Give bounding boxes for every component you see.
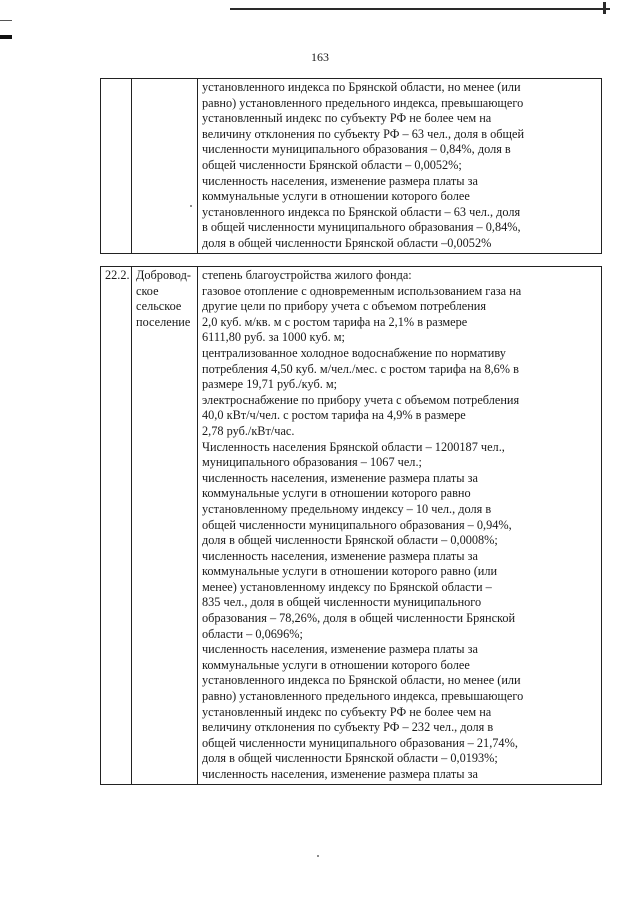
table-row-22-2 (100, 266, 602, 785)
text-line: численность населения, изменение размера платы за (202, 548, 478, 563)
text-line: другие цели по прибору учета с объемом потребления (202, 299, 487, 314)
text-line: установленного индекса по Брянской области, но менее (или (202, 80, 521, 94)
text-line: 6111,80 руб. за 1000 куб. м; (202, 330, 345, 345)
table-row (101, 267, 602, 785)
text-line: установленного индекса по Брянской области – 63 чел., доля (202, 204, 521, 219)
text-line: равно) установленного предельного индекса, превышающего (202, 689, 524, 704)
text-line: 2,78 руб./кВт/час. (202, 423, 295, 438)
row-number: 22.2. (105, 268, 130, 282)
text-line: установленного индекса по Брянской области, но менее (или (202, 673, 521, 688)
text-line: области – 0,0696%; (202, 626, 303, 641)
text-line: образования – 78,26%, доля в общей численности Брянской (202, 611, 516, 626)
text-line: в общей численности муниципального образования – 0,84%, (202, 220, 521, 235)
left-edge-mark (0, 20, 12, 21)
details-cell (198, 267, 602, 785)
row-number-cell (101, 79, 132, 254)
text-line: численность населения, изменение размера платы за (202, 470, 478, 485)
details-cell (198, 79, 602, 254)
text-line: численность населения, изменение размера платы за (202, 767, 478, 781)
text-line: степень благоустройства жилого фонда: (202, 268, 412, 282)
scan-speck (190, 205, 192, 207)
text-line: муниципального образования – 1067 чел.; (202, 455, 422, 470)
text-line: величину отклонения по субъекту РФ – 63 чел., доля в общей (202, 126, 525, 141)
text-line: потребления 4,50 куб. м/чел./мес. с ростом тарифа на 8,6% в (202, 361, 519, 376)
text-line: равно) установленного предельного индекса, превышающего (202, 95, 524, 110)
page-number: 163 (311, 50, 329, 64)
settlement-name-line: Добровод- (136, 268, 191, 282)
text-line: численность населения, изменение размера платы за (202, 173, 478, 188)
settlement-cell (132, 267, 198, 785)
text-line: Численность населения Брянской области – 1200187 чел., (202, 439, 505, 454)
text-line: доля в общей численности Брянской области – 0,0193%; (202, 751, 498, 766)
text-line: коммунальные услуги в отношении которого равно (или (202, 564, 498, 579)
settlement-name-line: сельское (136, 299, 182, 314)
text-line: численности муниципального образования – 0,84%, доля в (202, 142, 511, 157)
text-line: коммунальные услуги в отношении которого равно (202, 486, 471, 501)
table-continued-row (100, 78, 602, 254)
text-line: централизованное холодное водоснабжение по нормативу (202, 345, 506, 360)
row-number-cell (101, 267, 132, 785)
text-line: доля в общей численности Брянской области –0,0052% (202, 235, 492, 250)
text-line: общей численности муниципального образования – 0,94%, (202, 517, 512, 532)
table-row (101, 79, 602, 254)
top-scan-rule (230, 8, 610, 10)
scan-speck (317, 855, 319, 857)
text-line: общей численности муниципального образования – 21,74%, (202, 735, 518, 750)
text-line: менее) установленному индексу по Брянской области – (202, 579, 492, 594)
text-line: коммунальные услуги в отношении которого более (202, 657, 470, 672)
text-line: коммунальные услуги в отношении которого более (202, 189, 470, 204)
top-scan-rule-end (603, 2, 606, 14)
settlement-name-line: ское (136, 283, 159, 298)
text-line: 835 чел., доля в общей численности муниципального (202, 595, 482, 610)
text-line: 40,0 кВт/ч/чел. с ростом тарифа на 4,9% в размере (202, 408, 466, 423)
text-line: установленному предельному индексу – 10 чел., доля в (202, 501, 492, 516)
left-edge-mark-bold (0, 35, 12, 39)
text-line: величину отклонения по субъекту РФ – 232 чел., доля в (202, 720, 494, 735)
text-line: численность населения, изменение размера платы за (202, 642, 478, 657)
text-line: электроснабжение по прибору учета с объемом потребления (202, 392, 520, 407)
text-line: размере 19,71 руб./куб. м; (202, 377, 338, 392)
text-line: газовое отопление с одновременным использованием газа на (202, 283, 522, 298)
text-line: доля в общей численности Брянской области – 0,0008%; (202, 533, 498, 548)
text-line: установленный индекс по субъекту РФ не более чем на (202, 111, 492, 126)
text-line: установленный индекс по субъекту РФ не более чем на (202, 704, 492, 719)
text-line: 2,0 куб. м/кв. м с ростом тарифа на 2,1% в размере (202, 314, 468, 329)
settlement-cell (132, 79, 198, 254)
text-line: общей численности Брянской области – 0,0052%; (202, 157, 462, 172)
settlement-name-line: поселение (136, 314, 191, 329)
